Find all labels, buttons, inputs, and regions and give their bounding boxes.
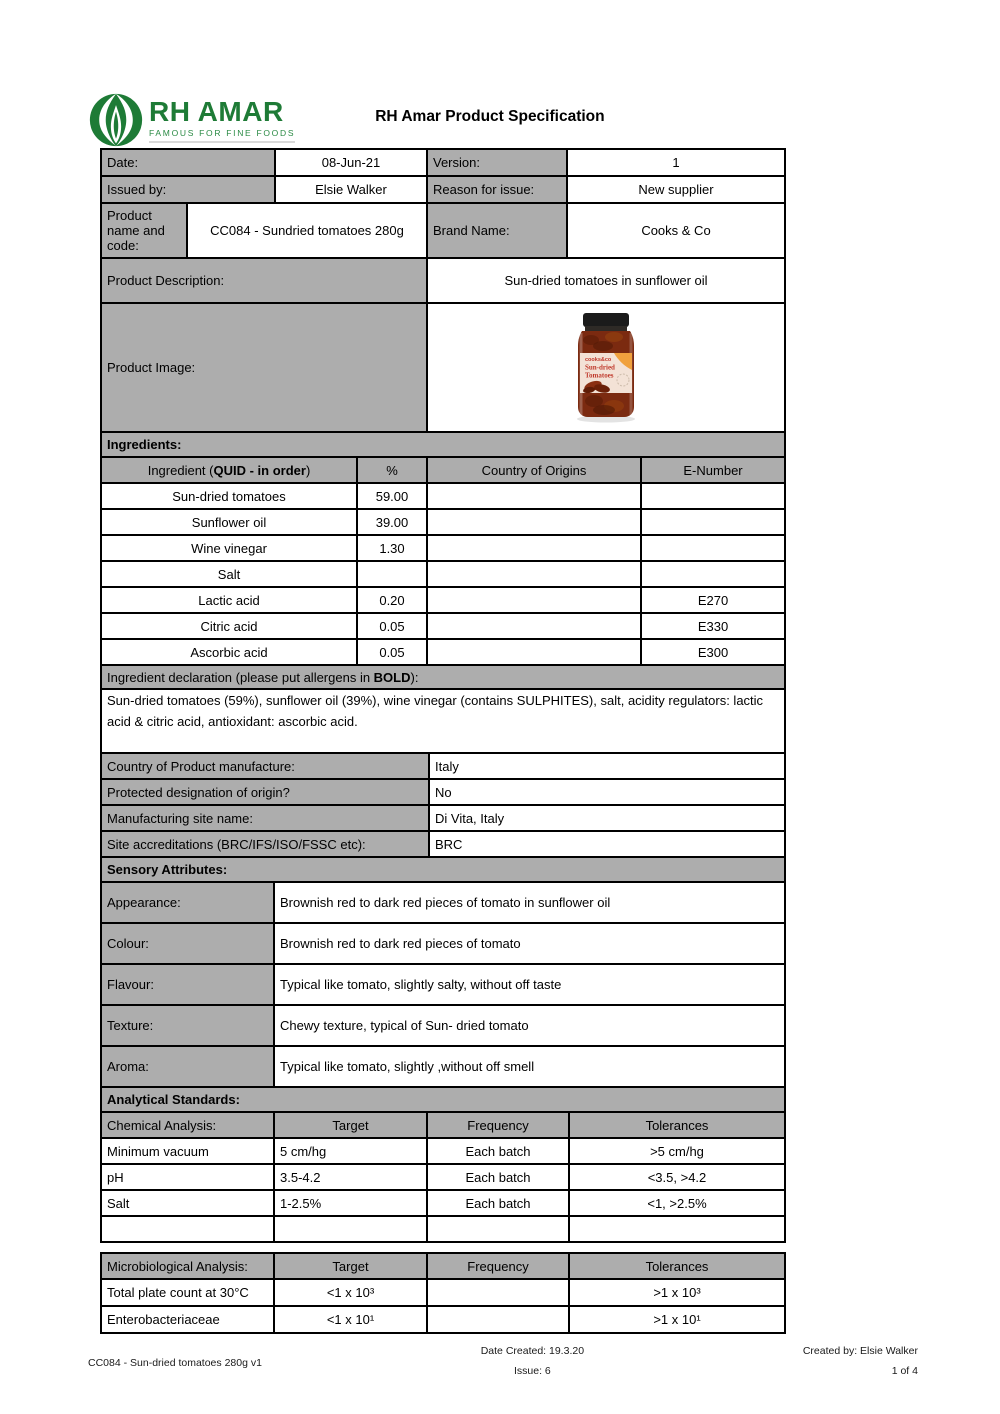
percent-column-header: % <box>357 457 427 483</box>
rh-amar-logo-icon <box>88 92 144 148</box>
chemical-tolerance-cell: <1, >2.5% <box>569 1190 785 1216</box>
footer-issue: Issue: 6 <box>513 1364 551 1377</box>
ingredient-enumber-cell <box>641 535 785 561</box>
ingredient-row <box>101 561 785 587</box>
ingredient-origin-cell <box>427 561 641 587</box>
micro-row <box>101 1306 785 1333</box>
footer-document-code: CC084 - Sun-dried tomatoes 280g v1 <box>88 1357 262 1369</box>
chemical-frequency-cell: Each batch <box>427 1190 569 1216</box>
ingredient-name-cell: Lactic acid <box>101 587 357 613</box>
reason-label: Reason for issue: <box>427 176 567 203</box>
ingredient-enumber-cell <box>641 561 785 587</box>
manufacture-value: Di Vita, Italy <box>429 805 785 831</box>
manufacture-label: Site accreditations (BRC/IFS/ISO/FSSC etc): <box>101 831 429 857</box>
chemical-name-cell <box>101 1216 274 1242</box>
chemical-analysis-table <box>100 1086 786 1243</box>
ingredient-enumber-cell: E270 <box>641 587 785 613</box>
product-image-row <box>101 303 785 432</box>
sensory-value: Typical like tomato, slightly salty, without off taste <box>274 964 785 1005</box>
chemical-frequency-cell: Each batch <box>427 1138 569 1164</box>
micro-target-cell: <1 x 10¹ <box>274 1306 427 1333</box>
ingredient-enumber-cell <box>641 509 785 535</box>
sensory-label: Flavour: <box>101 964 274 1005</box>
ingredient-origin-cell <box>427 587 641 613</box>
ingredient-enumber-cell: E300 <box>641 639 785 665</box>
ingredient-enumber-cell: E330 <box>641 613 785 639</box>
issued-by-row <box>101 176 785 203</box>
manufacture-label: Manufacturing site name: <box>101 805 429 831</box>
product-name-label: Product name and code: <box>101 203 187 258</box>
footer-created-by: Created by: Elsie Walker <box>802 1345 918 1357</box>
ingredient-origin-cell <box>427 639 641 665</box>
ingredient-origin-cell <box>427 483 641 509</box>
issued-by-value: Elsie Walker <box>275 176 427 203</box>
sensory-label: Appearance: <box>101 882 274 923</box>
date-value: 08-Jun-21 <box>275 149 427 176</box>
description-table <box>100 257 786 433</box>
reason-value: New supplier <box>567 176 785 203</box>
chemical-row <box>101 1190 785 1216</box>
chemical-name-cell: Minimum vacuum <box>101 1138 274 1164</box>
manufacture-value: BRC <box>429 831 785 857</box>
ingredient-origin-cell <box>427 613 641 639</box>
section-gap <box>100 1243 784 1252</box>
sensory-value: Brownish red to dark red pieces of tomato <box>274 923 785 964</box>
manufacture-row <box>101 805 785 831</box>
version-label: Version: <box>427 149 567 176</box>
ingredient-row <box>101 639 785 665</box>
ingredient-column-header <box>101 457 357 483</box>
ingredients-table <box>100 431 786 666</box>
manufacture-label: Protected designation of origin? <box>101 779 429 805</box>
ingredient-pct-cell: 59.00 <box>357 483 427 509</box>
sensory-row <box>101 882 785 923</box>
chemical-target-cell: 3.5-4.2 <box>274 1164 427 1190</box>
sensory-label: Aroma: <box>101 1046 274 1087</box>
sensory-row <box>101 1005 785 1046</box>
frequency-column-header: Frequency <box>427 1112 569 1138</box>
micro-analysis-header: Microbiological Analysis: <box>101 1253 274 1279</box>
document-header <box>88 92 605 148</box>
logo-tagline-text: FAMOUS FOR FINE FOODS <box>149 128 295 143</box>
sensory-row <box>101 964 785 1005</box>
ingredient-pct-cell: 0.05 <box>357 639 427 665</box>
ingredient-row <box>101 613 785 639</box>
ingredient-name-cell: Sun-dried tomatoes <box>101 483 357 509</box>
enumber-column-header: E-Number <box>641 457 785 483</box>
date-row <box>101 149 785 176</box>
ingredient-origin-cell <box>427 509 641 535</box>
micro-frequency-cell <box>427 1279 569 1306</box>
manufacture-value: No <box>429 779 785 805</box>
description-label: Product Description: <box>101 258 427 303</box>
micro-tolerance-cell: >1 x 10³ <box>569 1279 785 1306</box>
ingredient-name-cell: Sunflower oil <box>101 509 357 535</box>
brand-name-label: Brand Name: <box>427 203 567 258</box>
chemical-tolerance-cell <box>569 1216 785 1242</box>
sensory-label: Colour: <box>101 923 274 964</box>
ingredient-header-prefix: Ingredient ( <box>147 462 214 478</box>
tolerances-column-header: Tolerances <box>569 1112 785 1138</box>
ingredient-pct-cell: 39.00 <box>357 509 427 535</box>
micro-name-cell: Total plate count at 30°C <box>101 1279 274 1306</box>
sensory-row <box>101 1046 785 1087</box>
spec-tables <box>100 148 784 1334</box>
footer-right <box>803 1342 918 1382</box>
tolerances-column-header: Tolerances <box>569 1253 785 1279</box>
analytical-section-header <box>101 1087 785 1112</box>
ingredient-header-suffix: ) <box>305 462 311 478</box>
ingredient-pct-cell: 0.20 <box>357 587 427 613</box>
sensory-table <box>100 856 786 1088</box>
page-title: RH Amar Product Specification <box>375 108 605 125</box>
target-column-header: Target <box>274 1112 427 1138</box>
jar-label-brand: cooks&co <box>585 357 612 363</box>
jar-label-line1: Sun-dried <box>585 363 615 372</box>
chemical-name-cell: pH <box>101 1164 274 1190</box>
ingredient-origin-cell <box>427 535 641 561</box>
manufacture-row <box>101 831 785 857</box>
ingredient-pct-cell: 1.30 <box>357 535 427 561</box>
manufacture-value: Italy <box>429 753 785 779</box>
brand-name-value: Cooks & Co <box>567 203 785 258</box>
footer-page-number: 1 of 4 <box>891 1364 918 1377</box>
chemical-target-cell: 1-2.5% <box>274 1190 427 1216</box>
chemical-header-row <box>101 1112 785 1138</box>
sensory-section-title: Sensory Attributes: <box>101 857 785 882</box>
declaration-title-suffix: ): <box>410 669 419 685</box>
product-name-table <box>100 202 786 259</box>
product-image-label: Product Image: <box>101 303 427 432</box>
micro-tolerance-cell: >1 x 10¹ <box>569 1306 785 1333</box>
chemical-frequency-cell: Each batch <box>427 1164 569 1190</box>
date-label: Date: <box>101 149 275 176</box>
logo-brand-text: RH AMAR <box>149 95 284 127</box>
declaration-title-prefix: Ingredient declaration (please put allergens in <box>107 669 374 685</box>
chemical-tolerance-cell: <3.5, >4.2 <box>569 1164 785 1190</box>
version-value: 1 <box>567 149 785 176</box>
ingredient-row <box>101 509 785 535</box>
issued-by-label: Issued by: <box>101 176 275 203</box>
ingredient-pct-cell <box>357 561 427 587</box>
rh-amar-logo <box>88 92 295 148</box>
sensory-value: Brownish red to dark red pieces of tomato in sunflower oil <box>274 882 785 923</box>
declaration-body-row <box>101 689 785 753</box>
chemical-tolerance-cell: >5 cm/hg <box>569 1138 785 1164</box>
ingredient-name-cell: Wine vinegar <box>101 535 357 561</box>
micro-frequency-cell <box>427 1306 569 1333</box>
sensory-row <box>101 923 785 964</box>
ingredient-header-bold: QUID - in order <box>213 462 306 478</box>
analytical-section-title: Analytical Standards: <box>101 1087 785 1112</box>
page-footer <box>88 1342 918 1382</box>
manufacture-label: Country of Product manufacture: <box>101 753 429 779</box>
chemical-target-cell <box>274 1216 427 1242</box>
chemical-row-empty <box>101 1216 785 1242</box>
description-row <box>101 258 785 303</box>
sensory-value: Typical like tomato, slightly ,without off smell <box>274 1046 785 1087</box>
chemical-target-cell: 5 cm/hg <box>274 1138 427 1164</box>
footer-date-created: Date Created: 19.3.20 <box>480 1345 585 1357</box>
target-column-header: Target <box>274 1253 427 1279</box>
micro-analysis-table <box>100 1252 786 1334</box>
frequency-column-header: Frequency <box>427 1253 569 1279</box>
manufacture-table <box>100 752 786 858</box>
sensory-label: Texture: <box>101 1005 274 1046</box>
ingredient-name-cell: Ascorbic acid <box>101 639 357 665</box>
logo-text <box>149 95 296 143</box>
micro-name-cell: Enterobacteriaceae <box>101 1306 274 1333</box>
declaration-header <box>101 665 785 689</box>
info-table <box>100 148 786 204</box>
manufacture-row <box>101 753 785 779</box>
ingredients-section-title: Ingredients: <box>101 432 785 457</box>
chemical-row <box>101 1164 785 1190</box>
manufacture-row <box>101 779 785 805</box>
chemical-name-cell: Salt <box>101 1190 274 1216</box>
product-name-value: CC084 - Sundried tomatoes 280g <box>187 203 427 258</box>
description-value: Sun-dried tomatoes in sunflower oil <box>427 258 785 303</box>
sensory-section-header <box>101 857 785 882</box>
chemical-frequency-cell <box>427 1216 569 1242</box>
declaration-header-row <box>101 665 785 689</box>
sensory-value: Chewy texture, typical of Sun- dried tomato <box>274 1005 785 1046</box>
micro-header-row <box>101 1253 785 1279</box>
ingredient-enumber-cell <box>641 483 785 509</box>
ingredient-row <box>101 587 785 613</box>
micro-target-cell: <1 x 10³ <box>274 1279 427 1306</box>
declaration-table <box>100 664 786 754</box>
ingredient-name-cell: Salt <box>101 561 357 587</box>
declaration-text: Sun-dried tomatoes (59%), sunflower oil (39%), wine vinegar (contains SULPHITES), salt, acidity regulators: lactic acid & citric acid, antioxidant: ascorbic acid. <box>101 689 785 753</box>
footer-center <box>481 1342 584 1382</box>
product-name-row <box>101 203 785 258</box>
product-jar-image <box>556 306 656 426</box>
ingredients-section-header <box>101 432 785 457</box>
ingredient-pct-cell: 0.05 <box>357 613 427 639</box>
chemical-analysis-header: Chemical Analysis: <box>101 1112 274 1138</box>
product-image-cell <box>427 303 785 432</box>
micro-row <box>101 1279 785 1306</box>
declaration-title-bold: BOLD <box>373 669 411 685</box>
ingredient-row <box>101 535 785 561</box>
origin-column-header: Country of Origins <box>427 457 641 483</box>
ingredient-row <box>101 483 785 509</box>
ingredients-column-header-row <box>101 457 785 483</box>
chemical-row <box>101 1138 785 1164</box>
jar-label-line2: Tomatoes <box>585 371 614 380</box>
ingredient-name-cell: Citric acid <box>101 613 357 639</box>
